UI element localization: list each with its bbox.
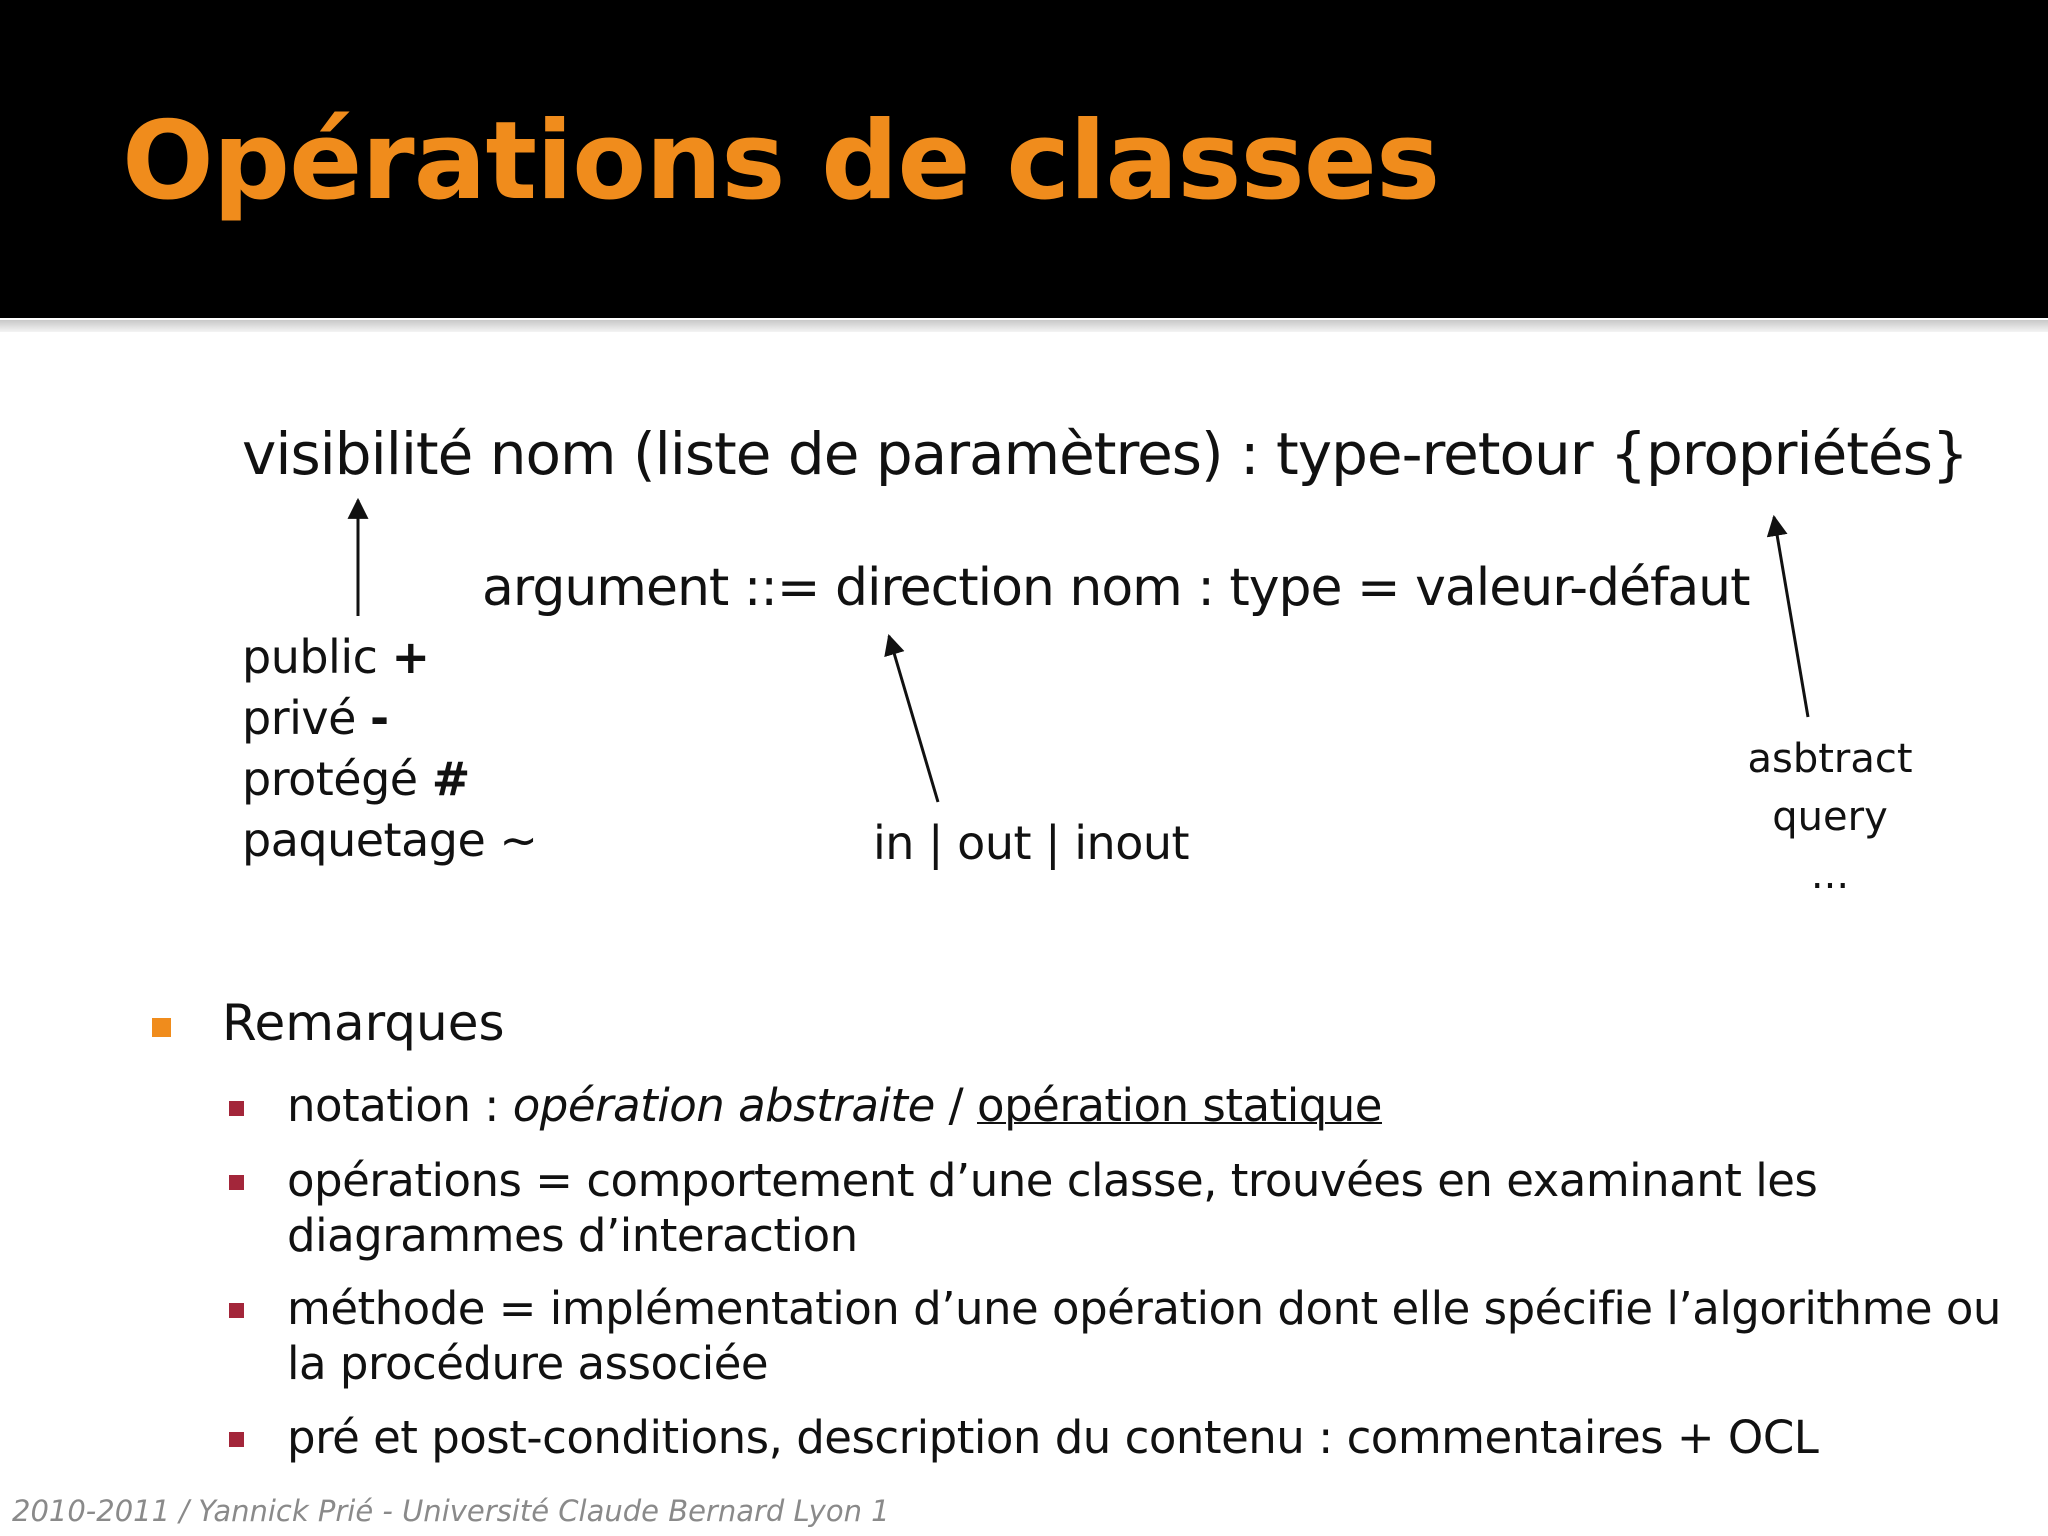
direction-values: in | out | inout: [873, 816, 1190, 870]
property-abstract: asbtract: [1747, 736, 1913, 782]
visibility-symbol: -: [370, 691, 389, 745]
operation-syntax: visibilité nom (liste de paramètres) : type-retour {propriétés}: [242, 420, 1968, 488]
slide-footer: 2010-2011 / Yannick Prié - Université Claude Bernard Lyon 1: [12, 1494, 890, 1528]
bullet-square-icon: [229, 1432, 244, 1447]
remark-separator: /: [934, 1079, 978, 1132]
bullet-square-icon: [152, 1018, 171, 1037]
direction-arrow: [889, 636, 938, 802]
visibility-label: protégé: [242, 752, 418, 806]
visibility-symbol: ~: [499, 813, 538, 867]
remark-underline: opération statique: [977, 1079, 1382, 1132]
bullet-square-icon: [229, 1303, 244, 1318]
property-ellipsis: ...: [1810, 852, 1850, 898]
properties-arrow: [1774, 517, 1808, 717]
property-query: query: [1772, 794, 1888, 840]
visibility-label: public: [242, 630, 378, 684]
remark-line: méthode = implémentation d’une opération dont elle spécifie l’algorithme ou: [287, 1282, 2001, 1335]
argument-syntax: argument ::= direction nom : type = valeur-défaut: [482, 558, 1750, 618]
remark-text: notation :: [287, 1079, 513, 1132]
bullet-square-icon: [229, 1101, 244, 1116]
remark-line: diagrammes d’interaction: [287, 1209, 858, 1262]
remark-operations: [287, 1153, 1817, 1263]
visibility-symbol: #: [431, 752, 470, 806]
slide-title: Opérations de classes: [122, 99, 1440, 224]
visibility-label: paquetage: [242, 813, 486, 867]
remark-conditions: [287, 1410, 1818, 1465]
remark-line: la procédure associée: [287, 1337, 769, 1390]
remark-italic: opération abstraite: [512, 1079, 935, 1132]
visibility-symbol: +: [391, 630, 430, 684]
remark-line: pré et post-conditions, description du contenu : commentaires + OCL: [287, 1411, 1819, 1464]
remarques-heading: Remarques: [222, 994, 505, 1052]
bullet-square-icon: [229, 1175, 244, 1190]
remark-notation: [287, 1078, 1382, 1133]
remark-method: [287, 1281, 2001, 1391]
visibility-label: privé: [242, 691, 356, 745]
remark-line: opérations = comportement d’une classe, trouvées en examinant les: [287, 1154, 1818, 1207]
